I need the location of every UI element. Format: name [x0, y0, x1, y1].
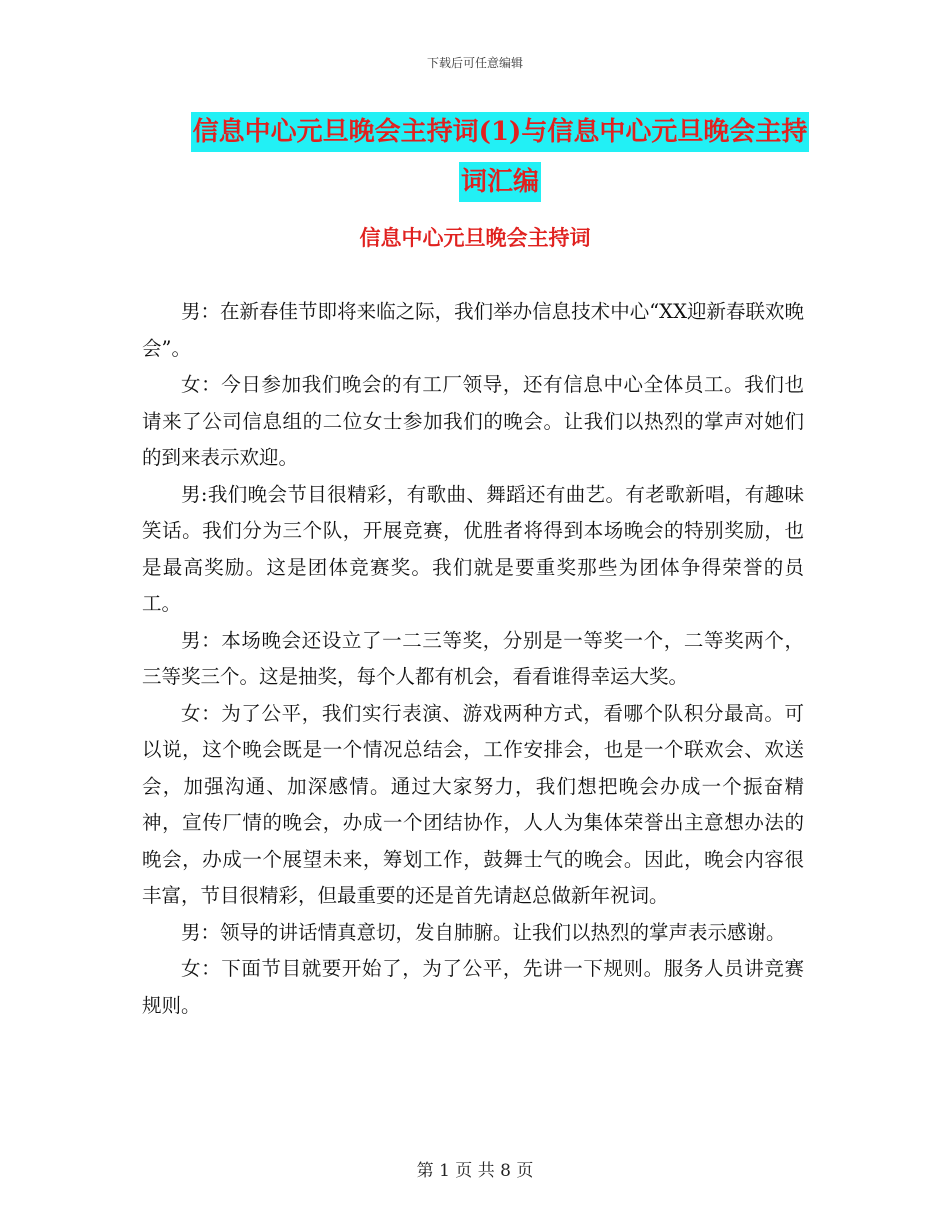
paragraph: 女：下面节目就要开始了，为了公平，先讲一下规则。服务人员讲竞赛规则。: [142, 957, 804, 1017]
header-note: 下载后可任意编辑: [426, 56, 523, 70]
paragraph: 男:我们晚会节目很精彩，有歌曲、舞蹈还有曲艺。有老歌新唱，有趣味笑话。我们分为三个队，开展竞赛，优胜者将得到本场晚会的特别奖励，也是最高奖励。这是团体竞赛奖。我们就是要重奖那些为团体争得荣誉的员工。: [142, 482, 804, 615]
section-subtitle: 信息中心元旦晚会主持词: [359, 225, 591, 250]
paragraph: 女：今日参加我们晚会的有工厂领导，还有信息中心全体员工。我们也请来了公司信息组的二位女士参加我们的晚会。让我们以热烈的掌声对她们的到来表示欢迎。: [142, 373, 804, 469]
document-body: [142, 294, 804, 1024]
title-line-1: 信息中心元旦晚会主持词(1)与信息中心元旦晚会主持: [191, 112, 810, 152]
paragraph: 男：在新春佳节即将来临之际，我们举办信息技术中心“XX迎新春联欢晚会”。: [142, 300, 804, 360]
paragraph: 女：为了公平，我们实行表演、游戏两种方式，看哪个队积分最高。可以说，这个晚会既是一个情况总结会，工作安排会，也是一个联欢会、欢送会，加强沟通、加深感情。通过大家努力，我们想把晚会办成一个振奋精神，宣传厂情的晚会，办成一个团结协作，人人为集体荣誉出主意想办法的晚会，办成一个展望未来，筹划工作，鼓舞士气的晚会。因此，晚会内容很丰富，节目很精彩，但最重要的还是首先请赵总做新年祝词。: [142, 701, 804, 907]
paragraph: 男：本场晚会还设立了一二三等奖，分别是一等奖一个，二等奖两个，三等奖三个。这是抽奖，每个人都有机会，看看谁得幸运大奖。: [142, 628, 804, 688]
title-line-2: 词汇编: [459, 162, 541, 202]
paragraph: 男：领导的讲话情真意切，发自肺腑。让我们以热烈的掌声表示感谢。: [181, 920, 786, 944]
page-number: 第 1 页 共 8 页: [416, 1161, 534, 1181]
document-title: [140, 112, 860, 212]
